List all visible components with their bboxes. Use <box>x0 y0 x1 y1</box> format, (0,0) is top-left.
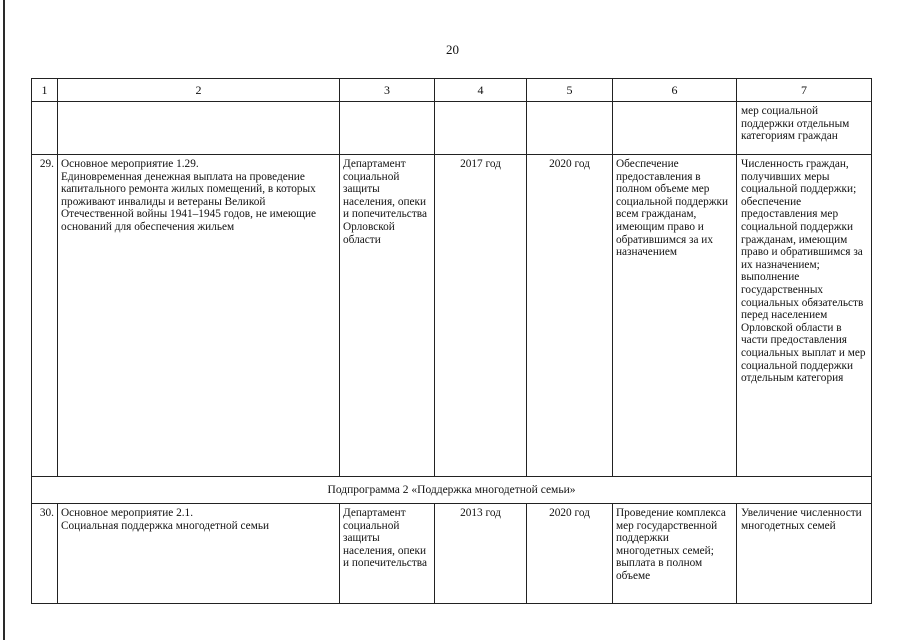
expected-result: Обеспечение предоставления в полном объеме мер социальной поддержки всем гражданам, имеющим право и обратившимся за их назначением <box>613 155 737 477</box>
header-row <box>32 79 872 102</box>
row-number: 29. <box>32 155 58 477</box>
header-cell: 6 <box>613 79 737 102</box>
header-cell: 7 <box>737 79 872 102</box>
cell-empty <box>435 102 527 155</box>
end-year: 2020 год <box>527 155 613 477</box>
measure-description: Социальная поддержка многодетной семьи <box>61 519 270 532</box>
program-table <box>31 78 872 604</box>
header-cell: 2 <box>58 79 340 102</box>
subprogram-row <box>32 477 872 504</box>
indicator: Увеличение численности многодетных семей <box>737 504 872 604</box>
start-year: 2017 год <box>435 155 527 477</box>
header-cell: 1 <box>32 79 58 102</box>
row-number: 30. <box>32 504 58 604</box>
cell-empty <box>527 102 613 155</box>
continued-indicator: мер социальной поддержки отдельным категориям граждан <box>737 102 872 155</box>
expected-result: Проведение комплекса мер государственной поддержки многодетных семей; выплата в полном объеме <box>613 504 737 604</box>
scan-edge <box>3 0 5 640</box>
cell-empty <box>32 102 58 155</box>
header-cell: 5 <box>527 79 613 102</box>
measure-name: Основное мероприятие 2.1. <box>61 507 194 519</box>
measure-description: Единовременная денежная выплата на проведение капитального ремонта жилых помещений, в которых проживают инвалиды и ветераны Великой Отечественной войны 1941–1945 годов, не имеющие оснований для обеспечения жильем <box>61 170 317 233</box>
table-row-29 <box>32 155 872 477</box>
table-row-30 <box>32 504 872 604</box>
executor: Департамент социальной защиты населения, опеки и попечительства Орловской области <box>340 155 435 477</box>
header-cell: 4 <box>435 79 527 102</box>
cell-empty <box>613 102 737 155</box>
end-year: 2020 год <box>527 504 613 604</box>
indicator: Численность граждан, получивших меры социальной поддержки; обеспечение предоставления мер социальной поддержки гражданам, имеющим право и обратившимся за их назначением; выполнение государственных социальных обязательств перед населением Орловской области в части предоставления социальных выплат и мер социальной поддержки отдельным категория <box>737 155 872 477</box>
continued-row <box>32 102 872 155</box>
subprogram-title: Подпрограмма 2 «Поддержка многодетной семьи» <box>32 477 872 504</box>
measure-cell <box>58 155 340 477</box>
measure-cell <box>58 504 340 604</box>
cell-empty <box>58 102 340 155</box>
start-year: 2013 год <box>435 504 527 604</box>
page-number: 20 <box>446 42 459 57</box>
executor: Департамент социальной защиты населения, опеки и попечительства <box>340 504 435 604</box>
header-cell: 3 <box>340 79 435 102</box>
measure-name: Основное мероприятие 1.29. <box>61 158 199 170</box>
cell-empty <box>340 102 435 155</box>
